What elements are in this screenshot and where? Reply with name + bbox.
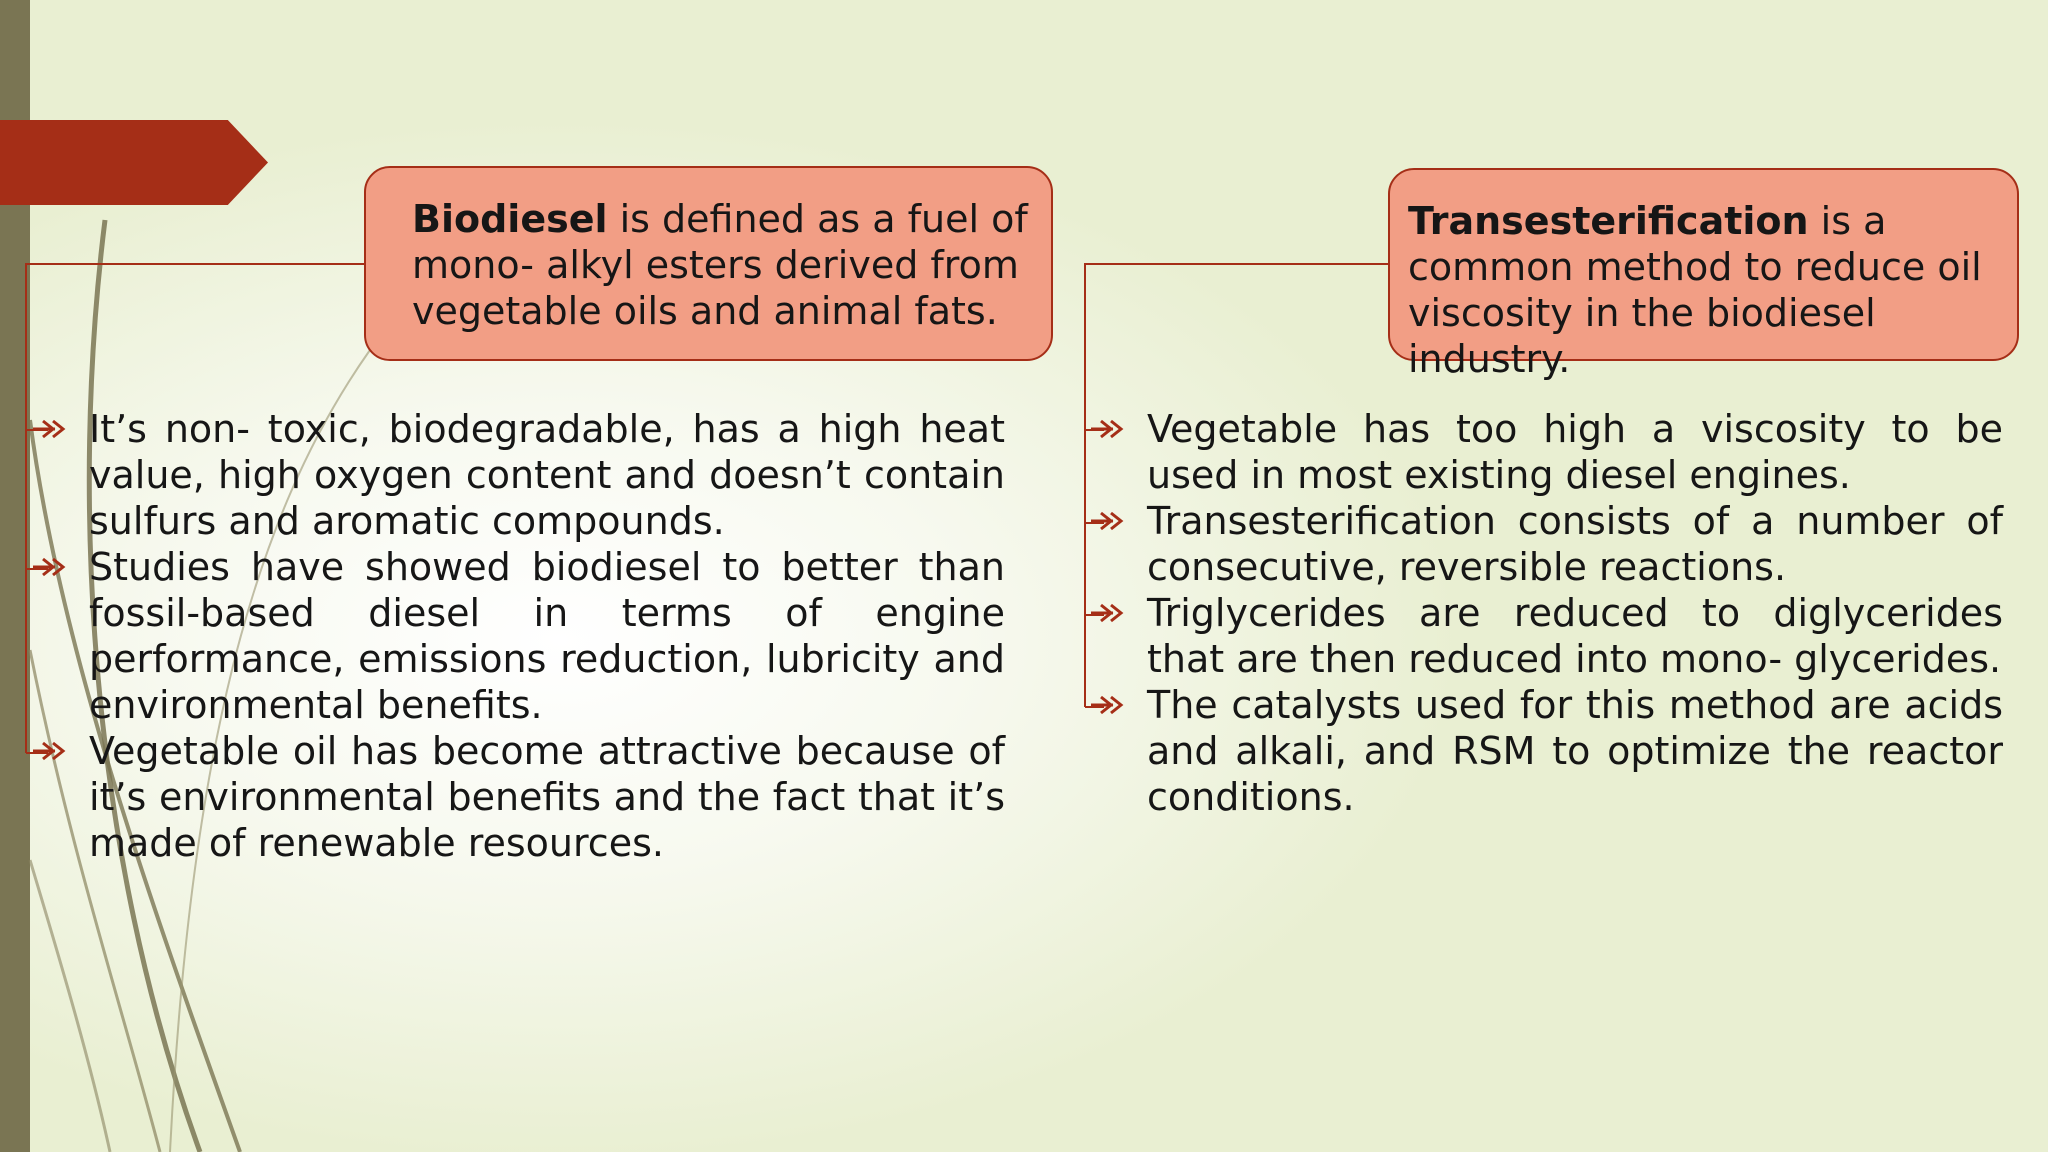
callout-text: is defined as a fuel of mono- alkyl esters derived from vegetable oils and animal fats. <box>412 197 1028 333</box>
double-chevron-arrow-icon <box>31 418 69 440</box>
bullet-text: The catalysts used for this method are acids and alkali, and RSM to optimize the reactor conditions. <box>1147 683 2003 819</box>
list-item <box>1147 498 2003 590</box>
list-item <box>1147 406 2003 498</box>
biodiesel-bullet-list <box>89 406 1005 866</box>
list-item <box>89 406 1005 544</box>
list-item <box>89 544 1005 728</box>
double-chevron-arrow-icon <box>1089 694 1127 716</box>
callout-term: Transesterification <box>1408 199 1809 243</box>
double-chevron-arrow-icon <box>31 556 69 578</box>
bullet-text: Triglycerides are reduced to diglycerides that are then reduced into mono- glycerides. <box>1147 591 2003 681</box>
callout-text: is a common method to reduce oil viscosity in the biodiesel industry. <box>1408 199 1982 381</box>
bullet-text: It’s non- toxic, biodegradable, has a high heat value, high oxygen content and doesn’t contain sulfurs and aromatic compounds. <box>89 407 1005 543</box>
transesterification-bullet-list <box>1147 406 2003 820</box>
callout-term: Biodiesel <box>412 197 608 241</box>
bullet-text: Vegetable has too high a viscosity to be used in most existing diesel engines. <box>1147 407 2003 497</box>
bullet-text: Transesterification consists of a number of consecutive, reversible reactions. <box>1147 499 2003 589</box>
list-item <box>1147 682 2003 820</box>
double-chevron-arrow-icon <box>31 740 69 762</box>
double-chevron-arrow-icon <box>1089 418 1127 440</box>
biodiesel-definition-callout <box>364 166 1053 361</box>
bullet-text: Vegetable oil has become attractive because of it’s environmental benefits and the fact that it’s made of renewable resources. <box>89 729 1005 865</box>
list-item <box>1147 590 2003 682</box>
double-chevron-arrow-icon <box>1089 510 1127 532</box>
list-item <box>89 728 1005 866</box>
transesterification-definition-callout <box>1388 168 2019 381</box>
double-chevron-arrow-icon <box>1089 602 1127 624</box>
bullet-text: Studies have showed biodiesel to better than fossil-based diesel in terms of engine performance, emissions reduction, lubricity and environmental benefits. <box>89 545 1005 727</box>
